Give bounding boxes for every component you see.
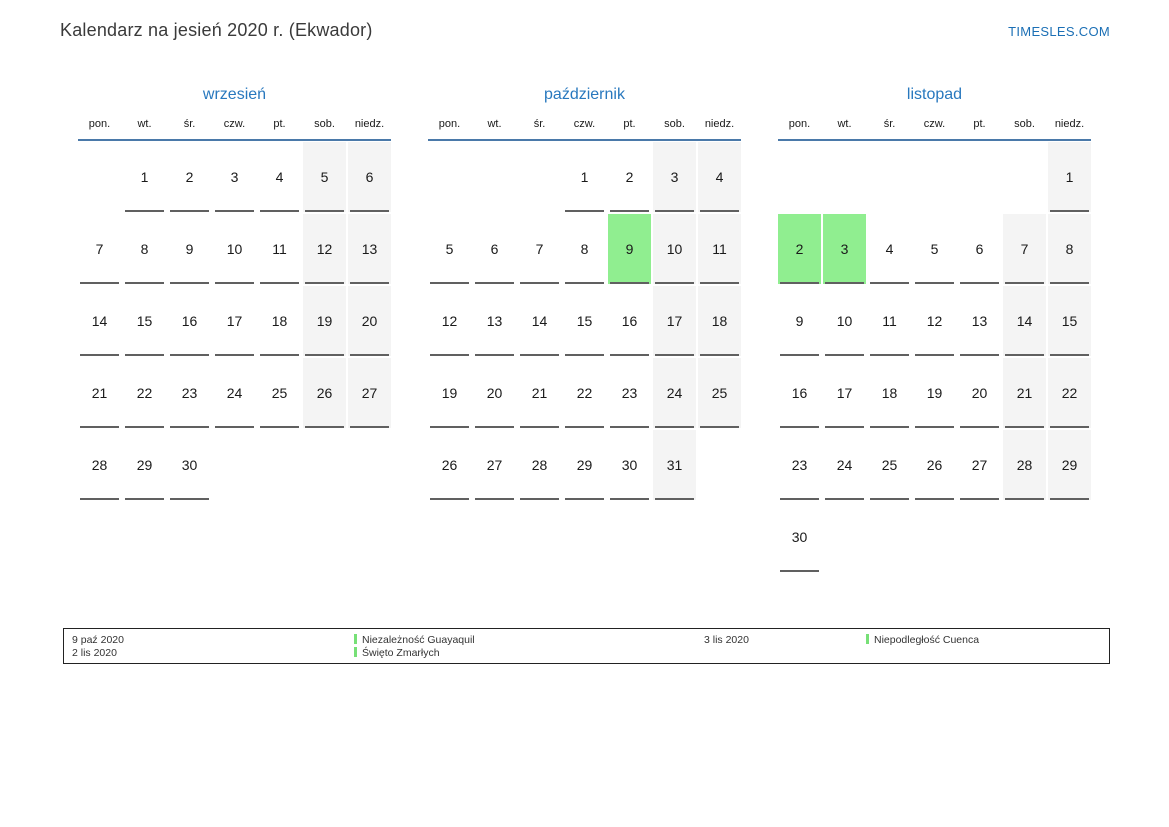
weekday-label: pon. — [88, 118, 111, 130]
day-cell — [123, 358, 166, 428]
day-number: 21 — [1016, 385, 1033, 401]
legend-holiday — [866, 634, 979, 646]
legend-date: 3 lis 2020 — [704, 634, 749, 646]
weekday-label: pt. — [623, 118, 636, 130]
week-row — [778, 286, 1091, 356]
day-cell — [608, 358, 651, 428]
day-cell — [348, 358, 391, 428]
day-number: 29 — [576, 457, 593, 473]
day-cell — [168, 214, 211, 284]
weekday-label: niedz. — [1054, 118, 1085, 130]
day-cell — [1048, 358, 1091, 428]
day-number: 11 — [712, 241, 727, 257]
day-cell — [303, 142, 346, 212]
weekday-label: śr. — [883, 118, 896, 130]
day-number: 21 — [91, 385, 108, 401]
day-number: 3 — [840, 241, 849, 257]
day-cell — [868, 286, 911, 356]
day-number: 24 — [226, 385, 243, 401]
day-cell — [868, 214, 911, 284]
day-cell — [653, 286, 696, 356]
day-cell — [518, 214, 561, 284]
day-cell — [778, 358, 821, 428]
day-cell — [1048, 430, 1091, 500]
day-number: 27 — [486, 457, 503, 473]
weekday-label: wt. — [137, 118, 152, 130]
day-number: 11 — [272, 241, 287, 257]
day-number: 10 — [666, 241, 683, 257]
day-number: 13 — [361, 241, 378, 257]
day-cell — [958, 430, 1001, 500]
day-number: 25 — [881, 457, 898, 473]
day-cell — [213, 286, 256, 356]
day-number: 17 — [836, 385, 853, 401]
day-cell — [1003, 430, 1046, 500]
empty-cell — [778, 142, 821, 212]
day-number: 12 — [926, 313, 943, 329]
day-cell — [563, 286, 606, 356]
day-number: 30 — [791, 529, 808, 545]
empty-cell — [958, 502, 1001, 572]
page-title: Kalendarz na jesień 2020 r. (Ekwador) — [60, 20, 373, 40]
holiday-legend — [63, 628, 1110, 664]
day-number: 4 — [275, 169, 284, 185]
week-row — [778, 502, 1091, 572]
day-cell — [428, 430, 471, 500]
day-number: 5 — [930, 241, 939, 257]
legend-holiday-label: Niezależność Guayaquil — [362, 634, 475, 646]
day-cell — [778, 214, 821, 284]
empty-cell — [823, 502, 866, 572]
month-2 — [428, 85, 741, 574]
month-title: październik — [544, 86, 625, 103]
day-cell — [428, 358, 471, 428]
day-cell — [608, 286, 651, 356]
week-row — [78, 214, 391, 284]
day-number: 11 — [882, 313, 897, 329]
day-number: 20 — [486, 385, 503, 401]
day-cell — [258, 142, 301, 212]
weekday-label: pt. — [973, 118, 986, 130]
day-cell — [868, 358, 911, 428]
weekday-label: wt. — [487, 118, 502, 130]
day-cell — [1003, 214, 1046, 284]
day-number: 6 — [365, 169, 374, 185]
day-cell — [428, 214, 471, 284]
months-container — [78, 85, 1091, 574]
day-cell — [518, 358, 561, 428]
weekday-divider — [428, 139, 741, 141]
day-cell — [958, 214, 1001, 284]
day-cell — [913, 286, 956, 356]
day-number: 19 — [316, 313, 333, 329]
day-cell — [653, 214, 696, 284]
empty-cell — [213, 430, 256, 500]
day-number: 20 — [971, 385, 988, 401]
legend-date: 9 paź 2020 — [72, 634, 124, 646]
day-cell — [213, 214, 256, 284]
day-number: 22 — [1061, 385, 1078, 401]
day-number: 9 — [185, 241, 194, 257]
day-number: 26 — [316, 385, 333, 401]
week-row — [428, 430, 741, 500]
empty-cell — [1003, 502, 1046, 572]
week-row — [428, 142, 741, 212]
day-number: 6 — [975, 241, 984, 257]
legend-holiday-label: Święto Zmarłych — [362, 647, 440, 659]
day-cell — [78, 358, 121, 428]
empty-cell — [258, 430, 301, 500]
day-number: 15 — [136, 313, 153, 329]
day-number: 25 — [711, 385, 728, 401]
weekday-label: czw. — [923, 118, 946, 130]
week-row — [778, 358, 1091, 428]
day-number: 14 — [91, 313, 108, 329]
day-number: 23 — [621, 385, 638, 401]
weekday-label: wt. — [837, 118, 852, 130]
day-number: 28 — [531, 457, 548, 473]
holiday-marker-icon — [866, 634, 869, 644]
timesles-link[interactable]: TIMESLES.COM — [1008, 24, 1110, 39]
day-cell — [473, 214, 516, 284]
day-number: 30 — [181, 457, 198, 473]
day-cell — [778, 430, 821, 500]
day-number: 17 — [666, 313, 683, 329]
day-number: 18 — [271, 313, 288, 329]
day-cell — [518, 286, 561, 356]
weekday-label: sob. — [664, 118, 685, 130]
day-cell — [213, 142, 256, 212]
day-number: 8 — [580, 241, 589, 257]
day-number: 4 — [715, 169, 724, 185]
day-number: 1 — [140, 169, 149, 185]
empty-cell — [868, 502, 911, 572]
empty-cell — [303, 430, 346, 500]
weekday-row — [78, 117, 391, 131]
day-cell — [303, 214, 346, 284]
day-cell — [303, 358, 346, 428]
day-cell — [348, 142, 391, 212]
day-cell — [473, 358, 516, 428]
week-row — [778, 430, 1091, 500]
day-number: 10 — [836, 313, 853, 329]
day-number: 6 — [490, 241, 499, 257]
day-number: 26 — [926, 457, 943, 473]
day-cell — [563, 358, 606, 428]
day-number: 27 — [361, 385, 378, 401]
day-number: 23 — [181, 385, 198, 401]
day-cell — [608, 430, 651, 500]
weekday-divider — [78, 139, 391, 141]
day-number: 13 — [971, 313, 988, 329]
day-number: 9 — [795, 313, 804, 329]
day-cell — [518, 430, 561, 500]
day-cell — [563, 142, 606, 212]
day-cell — [1048, 286, 1091, 356]
day-number: 5 — [445, 241, 454, 257]
empty-cell — [518, 142, 561, 212]
empty-cell — [473, 142, 516, 212]
day-number: 8 — [1065, 241, 1074, 257]
day-number: 18 — [711, 313, 728, 329]
day-cell — [698, 358, 741, 428]
day-cell — [168, 286, 211, 356]
day-number: 3 — [230, 169, 239, 185]
empty-cell — [958, 142, 1001, 212]
week-row — [428, 214, 741, 284]
day-number: 23 — [791, 457, 808, 473]
weekday-label: śr. — [183, 118, 196, 130]
day-cell — [78, 214, 121, 284]
day-cell — [348, 214, 391, 284]
week-row — [778, 142, 1091, 212]
weekday-label: sob. — [314, 118, 335, 130]
day-number: 31 — [666, 457, 683, 473]
empty-cell — [868, 142, 911, 212]
weekday-label: śr. — [533, 118, 546, 130]
weeks-grid — [78, 142, 391, 500]
empty-cell — [1048, 502, 1091, 572]
week-row — [778, 214, 1091, 284]
day-number: 14 — [1016, 313, 1033, 329]
day-number: 7 — [95, 241, 104, 257]
day-cell — [778, 502, 821, 572]
day-cell — [698, 214, 741, 284]
day-cell — [168, 430, 211, 500]
day-cell — [123, 286, 166, 356]
day-cell — [823, 358, 866, 428]
day-cell — [258, 358, 301, 428]
day-cell — [563, 214, 606, 284]
day-cell — [823, 430, 866, 500]
day-cell — [168, 358, 211, 428]
day-number: 15 — [576, 313, 593, 329]
day-cell — [608, 142, 651, 212]
day-cell — [348, 286, 391, 356]
day-cell — [913, 214, 956, 284]
day-cell — [823, 286, 866, 356]
day-number: 10 — [226, 241, 243, 257]
day-number: 24 — [666, 385, 683, 401]
weekday-divider — [778, 139, 1091, 141]
day-cell — [78, 430, 121, 500]
weekday-label: czw. — [573, 118, 596, 130]
day-number: 2 — [625, 169, 634, 185]
day-number: 19 — [441, 385, 458, 401]
weekday-label: pon. — [788, 118, 811, 130]
weekday-label: pt. — [273, 118, 286, 130]
legend-holiday — [354, 634, 475, 646]
day-number: 12 — [441, 313, 458, 329]
holiday-marker-icon — [354, 634, 357, 644]
day-number: 30 — [621, 457, 638, 473]
weeks-grid — [428, 142, 741, 500]
legend-holiday-label: Niepodległość Cuenca — [874, 634, 980, 646]
day-cell — [778, 286, 821, 356]
day-cell — [698, 142, 741, 212]
day-cell — [563, 430, 606, 500]
day-number: 1 — [580, 169, 589, 185]
day-cell — [653, 358, 696, 428]
empty-cell — [698, 430, 741, 500]
empty-cell — [913, 142, 956, 212]
day-number: 2 — [795, 241, 804, 257]
day-number: 25 — [271, 385, 288, 401]
day-cell — [168, 142, 211, 212]
day-number: 27 — [971, 457, 988, 473]
day-cell — [823, 214, 866, 284]
day-cell — [258, 286, 301, 356]
day-cell — [868, 430, 911, 500]
day-number: 16 — [791, 385, 808, 401]
weeks-grid — [778, 142, 1091, 572]
day-number: 19 — [926, 385, 943, 401]
day-cell — [1003, 286, 1046, 356]
month-1 — [78, 85, 391, 574]
day-number: 21 — [531, 385, 548, 401]
day-number: 8 — [140, 241, 149, 257]
day-number: 7 — [1020, 241, 1029, 257]
day-cell — [913, 430, 956, 500]
week-row — [78, 358, 391, 428]
empty-cell — [78, 142, 121, 212]
day-cell — [608, 214, 651, 284]
day-number: 9 — [625, 241, 634, 257]
day-number: 29 — [136, 457, 153, 473]
day-number: 16 — [621, 313, 638, 329]
day-number: 2 — [185, 169, 194, 185]
day-cell — [653, 142, 696, 212]
day-cell — [1048, 214, 1091, 284]
day-cell — [958, 358, 1001, 428]
weekday-label: niedz. — [354, 118, 385, 130]
week-row — [78, 142, 391, 212]
week-row — [78, 430, 391, 500]
day-cell — [123, 142, 166, 212]
day-number: 24 — [836, 457, 853, 473]
day-cell — [428, 286, 471, 356]
day-cell — [1003, 358, 1046, 428]
day-number: 28 — [1016, 457, 1033, 473]
day-cell — [123, 214, 166, 284]
empty-cell — [913, 502, 956, 572]
day-number: 26 — [441, 457, 458, 473]
day-number: 13 — [486, 313, 503, 329]
day-number: 14 — [531, 313, 548, 329]
weekday-label: pon. — [438, 118, 461, 130]
month-title: listopad — [906, 86, 963, 103]
day-number: 1 — [1065, 169, 1074, 185]
day-number: 5 — [320, 169, 329, 185]
empty-cell — [1003, 142, 1046, 212]
day-cell — [653, 430, 696, 500]
day-number: 20 — [361, 313, 378, 329]
day-cell — [473, 430, 516, 500]
day-number: 16 — [181, 313, 198, 329]
day-cell — [123, 430, 166, 500]
day-cell — [698, 286, 741, 356]
month-title: wrzesień — [202, 86, 267, 103]
week-row — [78, 286, 391, 356]
empty-cell — [428, 142, 471, 212]
weekday-row — [778, 117, 1091, 131]
holiday-marker-icon — [354, 647, 357, 657]
day-number: 29 — [1061, 457, 1078, 473]
day-cell — [78, 286, 121, 356]
month-3 — [778, 85, 1091, 574]
legend-date: 2 lis 2020 — [72, 647, 117, 659]
day-number: 28 — [91, 457, 108, 473]
day-number: 3 — [670, 169, 679, 185]
day-number: 22 — [576, 385, 593, 401]
legend-holiday — [354, 647, 440, 659]
day-number: 7 — [535, 241, 544, 257]
day-number: 12 — [316, 241, 333, 257]
day-number: 15 — [1061, 313, 1078, 329]
weekday-label: sob. — [1014, 118, 1035, 130]
week-row — [428, 286, 741, 356]
weekday-row — [428, 117, 741, 131]
day-number: 4 — [885, 241, 894, 257]
weekday-label: niedz. — [704, 118, 735, 130]
day-number: 22 — [136, 385, 153, 401]
day-cell — [258, 214, 301, 284]
day-cell — [913, 358, 956, 428]
day-cell — [303, 286, 346, 356]
day-cell — [1048, 142, 1091, 212]
week-row — [428, 358, 741, 428]
day-number: 18 — [881, 385, 898, 401]
empty-cell — [823, 142, 866, 212]
weekday-label: czw. — [223, 118, 246, 130]
day-number: 17 — [226, 313, 243, 329]
day-cell — [213, 358, 256, 428]
day-cell — [958, 286, 1001, 356]
day-cell — [473, 286, 516, 356]
empty-cell — [348, 430, 391, 500]
